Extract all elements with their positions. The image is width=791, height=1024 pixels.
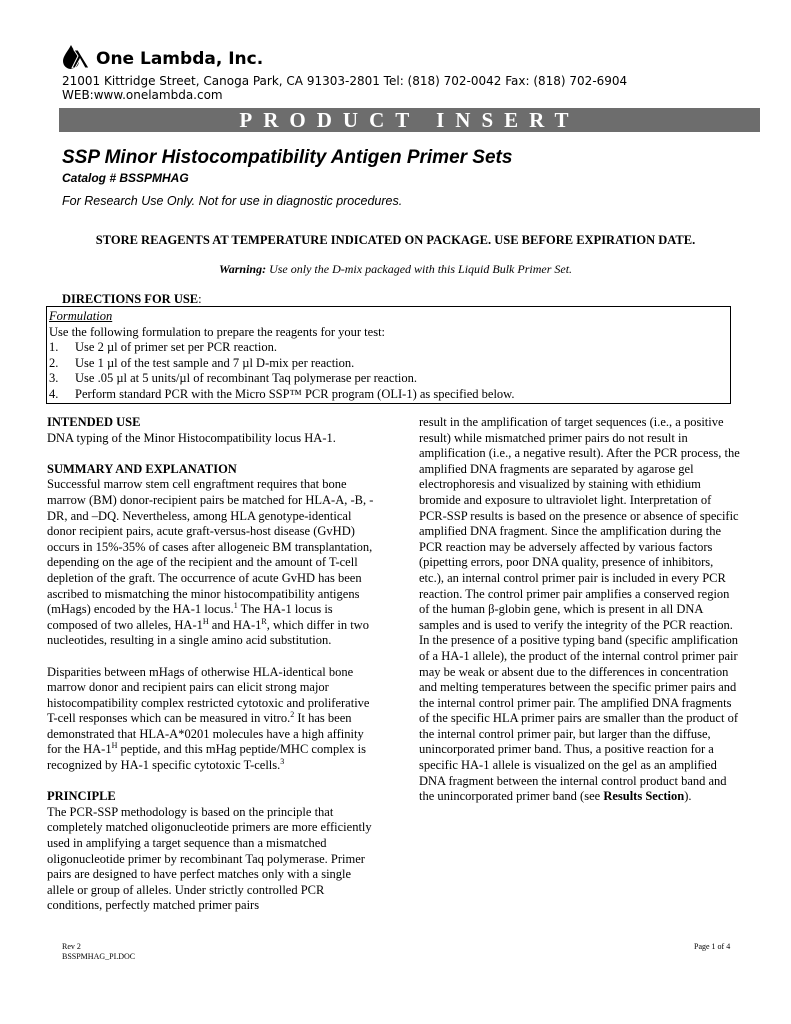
step-text: Use .05 µl at 5 units/µl of recombinant Taq polymerase per reaction. xyxy=(75,371,418,386)
formulation-heading: Formulation xyxy=(49,309,113,323)
formulation-box xyxy=(46,306,731,404)
step-number: 1. xyxy=(49,340,59,355)
principle-heading: PRINCIPLE xyxy=(47,789,116,804)
directions-heading-text: DIRECTIONS FOR USE xyxy=(62,292,199,306)
principle-paragraph-left: The PCR-SSP methodology is based on the principle that completely matched oligonucleotide primers are more efficiently used in amplifying a target sequence than a mismatched oligonucleotide primer by recombinant Taq polymerase. Primer pairs are designed to have perfect matches only with a single allele or group of alleles. Under strictly controlled PCR conditions, perfectly matched primer pairs xyxy=(47,804,372,913)
file-name: BSSPMHAG_PI.DOC xyxy=(62,952,136,961)
summary-paragraph-1: Successful marrow stem cell engraftment requires that bone marrow (BM) donor-recipient pairs be matched for HLA-A, -B, -DR, and –DQ. Nevertheless, among HLA genotype-identical donor recipient pairs, acute graft-versus-host disease (GvHD) occurs in 15%-35% of cases after allogeneic BM transplantation, depending on the age of the recipient and the amount of T-cell depletion of the graft. The occurrence of acute GvHD has been ascribed to mismatching the minor histocompatibility antigens (mHags) encoded by the HA-1 locus.$^1$ The HA-1 locus is composed of two alleles, $HA-1^H$ and $HA-1^R$, which differ in two nucleotides, resulting in a single amino acid substitution. xyxy=(47,477,374,648)
left-column xyxy=(47,415,377,914)
website-line: WEB:www.onelambda.com xyxy=(62,88,223,102)
step-text: Perform standard PCR with the Micro SSP™ PCR program (OLI-1) as specified below. xyxy=(75,386,515,401)
step-number: 3. xyxy=(49,371,59,386)
product-insert-banner: PRODUCT INSERT xyxy=(59,108,760,132)
formulation-step xyxy=(49,371,728,387)
formulation-step xyxy=(49,340,728,356)
company-header xyxy=(62,45,263,73)
intended-use-heading: INTENDED USE xyxy=(47,415,141,429)
step-number: 4. xyxy=(49,386,59,401)
revision-label: Rev 2 xyxy=(62,942,81,951)
catalog-number: Catalog # BSSPMHAG xyxy=(62,171,189,185)
directions-colon: : xyxy=(198,292,202,306)
formulation-step xyxy=(49,356,728,372)
step-number: 2. xyxy=(49,355,59,370)
directions-heading xyxy=(62,292,202,307)
right-column xyxy=(419,415,741,805)
step-text: Use 1 µl of the test sample and 7 µl D-mix per reaction. xyxy=(75,355,355,370)
storage-notice: STORE REAGENTS AT TEMPERATURE INDICATED ON PACKAGE. USE BEFORE EXPIRATION DATE. xyxy=(95,233,696,247)
formulation-intro: Use the following formulation to prepare the reagents for your test: xyxy=(49,324,386,339)
warning-notice xyxy=(62,262,729,277)
footer-revision xyxy=(62,942,135,962)
principle-paragraph-right: result in the amplification of target sequences (i.e., a positive result) while mismatched primer pairs do not result in amplification (i.e., a negative result). After the PCR process, the amplified DNA fragments are separated by agarose gel electrophoresis and visualized by staining with ethidium bromide and exposure to ultraviolet light. Interpretation of PCR-SSP results is based on the presence or absence of specific amplified DNA fragment. Since the amplification during the PCR reaction may be adversely affected by various factors (pipetting errors, poor DNA quality, presence of inhibitors, etc.), an internal control primer pair is included in every PCR reaction. The control primer pair amplifies a conserved region of the human β-globin gene, which is present in all DNA samples and is used to verify the integrity of the PCR reaction. In the presence of a positive typing band (specific amplification of a HA-1 allele), the product of the internal control primer pair may be weak or absent due to the differences in concentration and melting temperatures between the specific primer pairs and the internal control primer pair. The amplified DNA fragments of the specific HLA primer pairs are smaller than the product of the internal control primer pair, but larger than the diffuse, unincorporated primer band. Thus, a positive reaction for a specific HA-1 allele is visualized on the gel as an amplified DNA fragment between the internal control product band and the unincorporated primer band (see Results Section). xyxy=(419,415,740,804)
formulation-step xyxy=(49,387,728,403)
document-title: SSP Minor Histocompatibility Antigen Primer Sets xyxy=(62,147,513,168)
research-use-note: For Research Use Only. Not for use in diagnostic procedures. xyxy=(62,194,403,208)
company-name: One Lambda, Inc. xyxy=(96,49,264,69)
step-text: Use 2 µl of primer set per PCR reaction. xyxy=(75,340,277,355)
intended-use-text: DNA typing of the Minor Histocompatibility locus HA-1. xyxy=(47,430,336,445)
drop-lambda-logo-icon xyxy=(62,44,92,75)
warning-label: Warning: xyxy=(218,262,267,276)
warning-text: Use only the D-mix packaged with this Liquid Bulk Primer Set. xyxy=(266,262,573,276)
results-section-reference: Results Section xyxy=(603,789,685,804)
company-address xyxy=(62,74,627,102)
summary-paragraph-2: Disparities between mHags of otherwise HLA-identical bone marrow donor and recipient pairs can elicit strong major histocompatibility complex restricted cytotoxic and proliferative T-cell responses which can be measured in vitro.$^2$ It has been demonstrated that HLA-A*0201 molecules have a high affinity for the $HA-1^H$ peptide, and this mHag peptide/MHC complex is recognized by HA-1 specific cytotoxic T-cells.$^3$ xyxy=(47,664,370,773)
address-line: 21001 Kittridge Street, Canoga Park, CA 91303-2801 Tel: (818) 702-0042 Fax: (818) 702-6904 xyxy=(62,74,628,88)
page-number: Page 1 of 4 xyxy=(694,942,731,951)
summary-heading: SUMMARY AND EXPLANATION xyxy=(47,461,237,476)
